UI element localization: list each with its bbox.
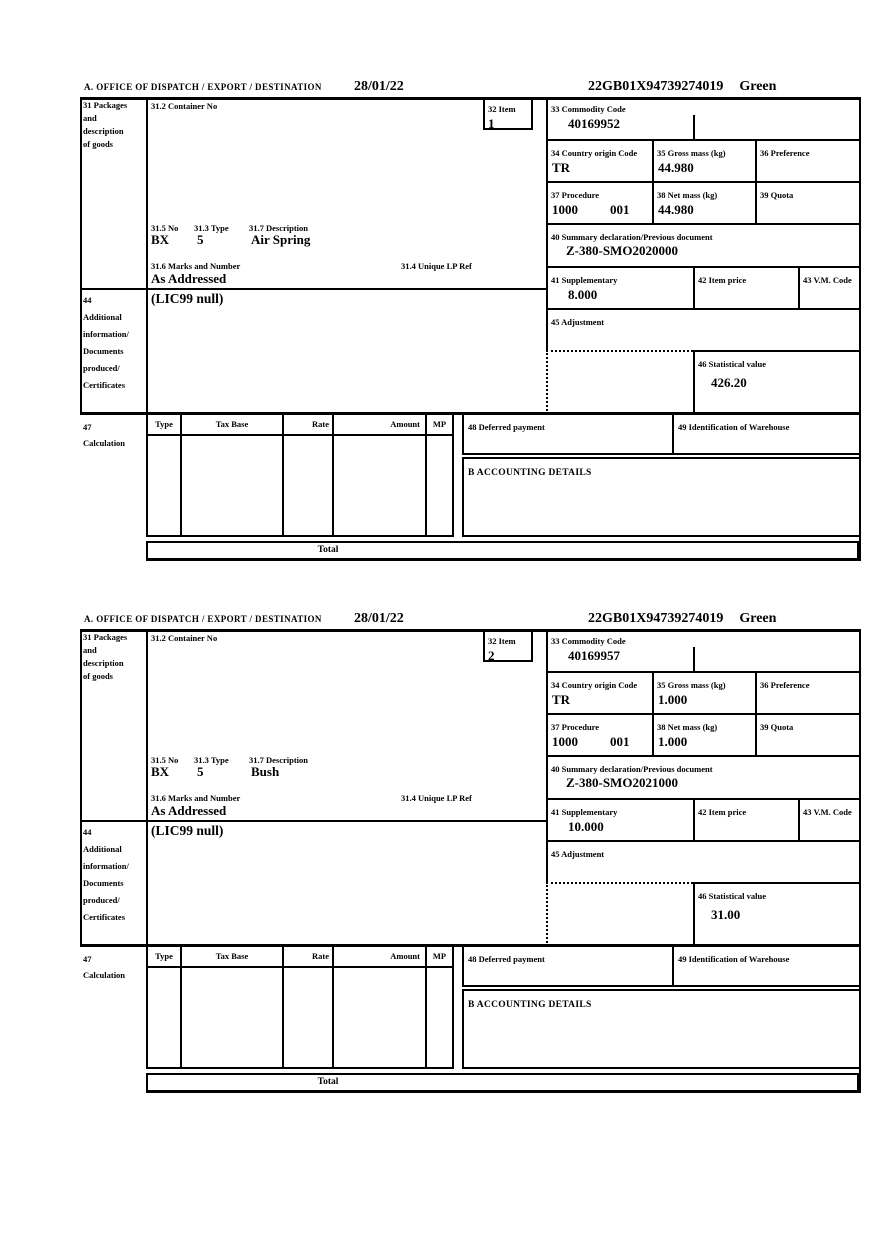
warehouse-id-box [672, 415, 859, 455]
accounting-details-box [462, 457, 859, 537]
preference-box [755, 673, 860, 715]
summary-declaration-label: 40 Summary declaration/Previous document [551, 232, 713, 242]
supplementary-label: 41 Supplementary [551, 807, 618, 817]
right-stack [546, 629, 860, 947]
office-of-dispatch-label: A. OFFICE OF DISPATCH / EXPORT / DESTINATION [84, 82, 322, 92]
routing-status: Green [739, 79, 777, 94]
accounting-details-box [462, 989, 859, 1069]
deferred-payment-box [462, 947, 672, 987]
dotted-line-horizontal [546, 350, 693, 352]
pkg-description-value: Bush [251, 764, 280, 779]
declaration-item-block [80, 79, 861, 564]
deferred-payment-box [462, 415, 672, 455]
total-row [146, 1073, 859, 1093]
item-price-box [693, 268, 798, 310]
adjustment-label: 45 Adjustment [551, 317, 605, 327]
box31-left-divider [146, 97, 148, 415]
commodity-code-label: 33 Commodity Code [551, 636, 626, 646]
deferred-payment-label: 48 Deferred payment [468, 422, 545, 432]
col-rate-header: Rate [282, 415, 332, 436]
net-mass-label: 38 Net mass (kg) [657, 722, 718, 732]
frame-left-line [80, 629, 82, 947]
item-price-box [693, 800, 798, 842]
summary-declaration-box [546, 225, 860, 268]
adjustment-box [546, 842, 860, 882]
col-mp-header: MP [425, 947, 454, 968]
container-no-label: 31.2 Container No [151, 633, 218, 643]
vm-code-label: 43 V.M. Code [803, 275, 852, 285]
procedure-label: 37 Procedure [551, 722, 600, 732]
summary-declaration-box [546, 757, 860, 800]
preference-label: 36 Preference [760, 680, 810, 690]
pkg-type-value: 5 [197, 764, 204, 779]
marks-number-label: 31.6 Marks and Number [151, 793, 241, 803]
commodity-code-divider [693, 115, 695, 139]
pkg-no-value: BX [151, 232, 170, 247]
procedure-box [546, 183, 652, 225]
commodity-code-value: 40169957 [568, 648, 620, 663]
box44-separator-line [80, 820, 548, 822]
supplementary-box [546, 268, 693, 310]
cell-tax-base [180, 436, 282, 537]
pkg-no-label: 31.5 No [151, 223, 179, 233]
net-mass-label: 38 Net mass (kg) [657, 190, 718, 200]
statistical-value-label: 46 Statistical value [698, 359, 766, 369]
net-mass-value: 1.000 [658, 734, 688, 749]
gross-mass-value: 44.980 [658, 160, 694, 175]
cell-amount [332, 968, 425, 1069]
total-label: Total [317, 1077, 339, 1087]
item-number-label: 32 Item [488, 104, 516, 114]
box44-separator-line [80, 288, 548, 290]
col-tax-base-header: Tax Base [180, 415, 282, 436]
cell-amount [332, 436, 425, 537]
right-stack [546, 97, 860, 415]
pkg-type-value: 5 [197, 232, 204, 247]
declaration-date: 28/01/22 [354, 611, 404, 626]
commodity-code-box [546, 97, 860, 141]
office-of-dispatch-label: A. OFFICE OF DISPATCH / EXPORT / DESTINATION [84, 614, 322, 624]
cell-type [146, 968, 180, 1069]
supplementary-label: 41 Supplementary [551, 275, 618, 285]
procedure-value-1: 1000 [552, 202, 578, 217]
item-number-value: 2 [488, 648, 495, 663]
commodity-code-value: 40169952 [568, 116, 620, 131]
supplementary-value: 8.000 [568, 287, 598, 302]
box31-left-divider [146, 629, 148, 947]
warehouse-id-box [672, 947, 859, 987]
declaration-reference: 22GB01X94739274019 [588, 611, 724, 626]
vm-code-label: 43 V.M. Code [803, 807, 852, 817]
declaration-reference-wrap [588, 611, 776, 627]
statistical-value-box [693, 350, 860, 415]
item-number-value: 1 [488, 116, 495, 131]
item-number-label: 32 Item [488, 636, 516, 646]
unique-lp-ref-label: 31.4 Unique LP Ref [401, 793, 472, 803]
pkg-no-label: 31.5 No [151, 755, 179, 765]
procedure-value-1: 1000 [552, 734, 578, 749]
additional-info-value: (LIC99 null) [151, 291, 224, 306]
procedure-label: 37 Procedure [551, 190, 600, 200]
net-mass-value: 44.980 [658, 202, 694, 217]
net-mass-box [652, 183, 755, 225]
procedure-value-2: 001 [610, 734, 630, 749]
preference-box [755, 141, 860, 183]
country-origin-box [546, 141, 652, 183]
warehouse-id-label: 49 Identification of Warehouse [678, 422, 790, 432]
pkg-description-label: 31.7 Description [249, 755, 309, 765]
declaration-reference-wrap [588, 79, 776, 95]
col-rate-header: Rate [282, 947, 332, 968]
total-row [146, 541, 859, 561]
box31-label: 31 Packages and description of goods [83, 100, 128, 149]
gross-mass-label: 35 Gross mass (kg) [657, 680, 726, 690]
col-amount-header: Amount [332, 415, 425, 436]
box44-label: 44 Additional information/ Documents produced/ Certificates [83, 827, 129, 922]
col-type-header: Type [146, 947, 180, 968]
gross-mass-box [652, 141, 755, 183]
quota-box [755, 715, 860, 757]
dotted-line-vertical [546, 882, 548, 947]
supplementary-value: 10.000 [568, 819, 604, 834]
frame-left-line [80, 97, 82, 415]
pkg-description-label: 31.7 Description [249, 223, 309, 233]
box44-label: 44 Additional information/ Documents produced/ Certificates [83, 295, 129, 390]
warehouse-id-label: 49 Identification of Warehouse [678, 954, 790, 964]
cell-mp [425, 968, 454, 1069]
country-origin-label: 34 Country origin Code [551, 148, 638, 158]
pkg-type-label: 31.3 Type [194, 223, 229, 233]
item-number-box [483, 97, 533, 130]
country-origin-value: TR [552, 160, 571, 175]
commodity-code-label: 33 Commodity Code [551, 104, 626, 114]
box31-label: 31 Packages and description of goods [83, 632, 128, 681]
summary-declaration-value: Z-380-SMO2020000 [566, 243, 678, 258]
pkg-description-value: Air Spring [251, 232, 311, 247]
col-type-header: Type [146, 415, 180, 436]
routing-status: Green [739, 611, 777, 626]
pkg-type-label: 31.3 Type [194, 755, 229, 765]
box47-label: 47 Calculation [83, 422, 126, 448]
item-number-box [483, 629, 533, 662]
statistical-value-value: 426.20 [711, 375, 747, 390]
pkg-no-value: BX [151, 764, 170, 779]
dotted-line-vertical [546, 350, 548, 415]
cell-rate [282, 968, 332, 1069]
statistical-value-label: 46 Statistical value [698, 891, 766, 901]
supplementary-box [546, 800, 693, 842]
statistical-value-box [693, 882, 860, 947]
declaration-reference: 22GB01X94739274019 [588, 79, 724, 94]
country-origin-value: TR [552, 692, 571, 707]
summary-declaration-label: 40 Summary declaration/Previous document [551, 764, 713, 774]
cell-tax-base [180, 968, 282, 1069]
item-price-label: 42 Item price [698, 807, 747, 817]
adjustment-box [546, 310, 860, 350]
commodity-code-divider [693, 647, 695, 671]
gross-mass-value: 1.000 [658, 692, 688, 707]
additional-info-value: (LIC99 null) [151, 823, 224, 838]
container-no-label: 31.2 Container No [151, 101, 218, 111]
dotted-line-horizontal [546, 882, 693, 884]
cell-mp [425, 436, 454, 537]
quota-box [755, 183, 860, 225]
accounting-details-label: B ACCOUNTING DETAILS [468, 1000, 592, 1010]
col-tax-base-header: Tax Base [180, 947, 282, 968]
accounting-details-label: B ACCOUNTING DETAILS [468, 468, 592, 478]
country-origin-label: 34 Country origin Code [551, 680, 638, 690]
commodity-code-box [546, 629, 860, 673]
declaration-item-block [80, 611, 861, 1096]
cell-rate [282, 436, 332, 537]
cell-type [146, 436, 180, 537]
procedure-value-2: 001 [610, 202, 630, 217]
total-label: Total [317, 545, 339, 555]
col-mp-header: MP [425, 415, 454, 436]
box47-label: 47 Calculation [83, 954, 126, 980]
quota-label: 39 Quota [760, 190, 794, 200]
vm-code-box [798, 268, 860, 310]
preference-label: 36 Preference [760, 148, 810, 158]
procedure-box [546, 715, 652, 757]
deferred-payment-label: 48 Deferred payment [468, 954, 545, 964]
adjustment-label: 45 Adjustment [551, 849, 605, 859]
summary-declaration-value: Z-380-SMO2021000 [566, 775, 678, 790]
marks-value: As Addressed [151, 271, 227, 286]
gross-mass-box [652, 673, 755, 715]
marks-number-label: 31.6 Marks and Number [151, 261, 241, 271]
country-origin-box [546, 673, 652, 715]
marks-value: As Addressed [151, 803, 227, 818]
vm-code-box [798, 800, 860, 842]
net-mass-box [652, 715, 755, 757]
unique-lp-ref-label: 31.4 Unique LP Ref [401, 261, 472, 271]
col-amount-header: Amount [332, 947, 425, 968]
statistical-value-value: 31.00 [711, 907, 741, 922]
gross-mass-label: 35 Gross mass (kg) [657, 148, 726, 158]
declaration-date: 28/01/22 [354, 79, 404, 94]
quota-label: 39 Quota [760, 722, 794, 732]
item-price-label: 42 Item price [698, 275, 747, 285]
